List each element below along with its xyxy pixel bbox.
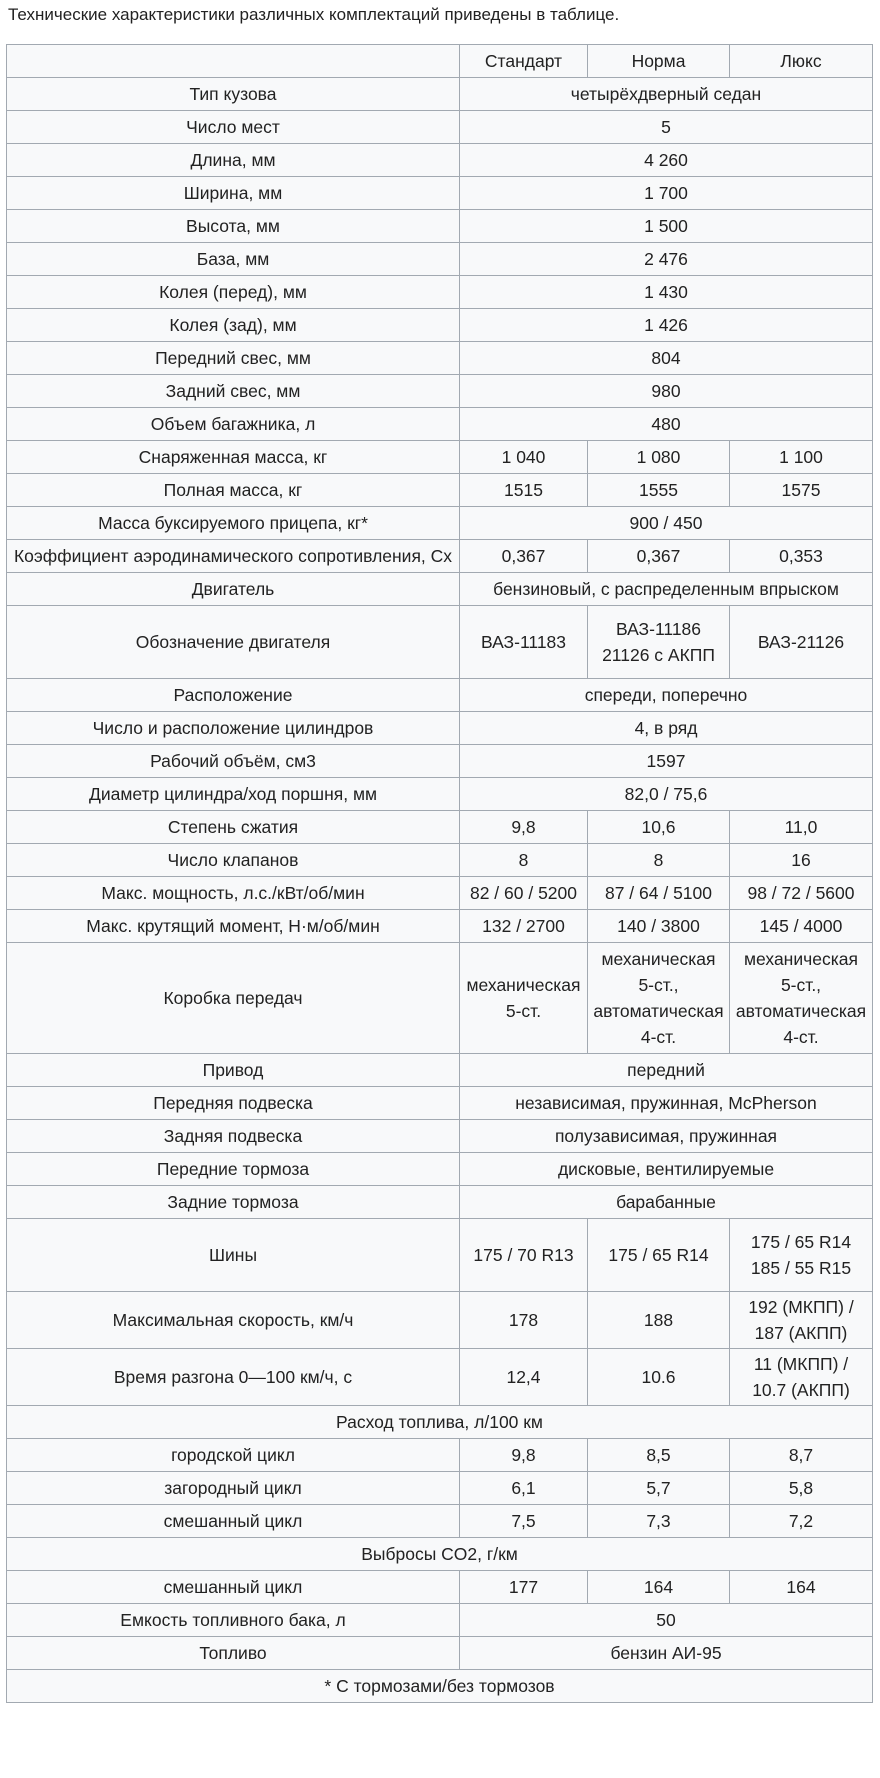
- section-label: Выбросы CO2, г/км: [7, 1538, 873, 1571]
- row-value-cell: 0,367: [588, 540, 730, 573]
- row-label: Степень сжатия: [7, 811, 460, 844]
- row-value-cell: 7,2: [730, 1505, 873, 1538]
- row-value-shared: передний: [460, 1054, 873, 1087]
- row-label: Емкость топливного бака, л: [7, 1604, 460, 1637]
- row-value-cell: 6,1: [460, 1472, 588, 1505]
- row-label: Передние тормоза: [7, 1153, 460, 1186]
- cell-line: 192 (МКПП) /: [748, 1297, 854, 1317]
- table-row: [7, 877, 873, 910]
- row-value-cell: 10,6: [588, 811, 730, 844]
- table-row: [7, 375, 873, 408]
- row-value-shared: 1 500: [460, 210, 873, 243]
- table-section-row: [7, 1538, 873, 1571]
- table-row: [7, 1186, 873, 1219]
- row-label: Максимальная скорость, км/ч: [7, 1292, 460, 1349]
- row-value-shared: полузависимая, пружинная: [460, 1120, 873, 1153]
- table-row: [7, 1087, 873, 1120]
- row-label: Передний свес, мм: [7, 342, 460, 375]
- row-value-shared: 480: [460, 408, 873, 441]
- cell-line: 10.6: [641, 1367, 676, 1387]
- cell-line: 175 / 65 R14: [750, 1232, 852, 1252]
- row-label: Снаряженная масса, кг: [7, 441, 460, 474]
- row-label: Задние тормоза: [7, 1186, 460, 1219]
- cell-line: 185 / 55 R15: [750, 1258, 852, 1278]
- row-label: Двигатель: [7, 573, 460, 606]
- table-row: [7, 111, 873, 144]
- row-value-cell: [588, 606, 730, 679]
- table-row: [7, 177, 873, 210]
- row-label: городской цикл: [7, 1439, 460, 1472]
- row-label: Длина, мм: [7, 144, 460, 177]
- header-cell-standard: Стандарт: [460, 45, 588, 78]
- row-value-shared: 4 260: [460, 144, 873, 177]
- row-value-shared: 980: [460, 375, 873, 408]
- table-row: [7, 507, 873, 540]
- row-value-shared: дисковые, вентилируемые: [460, 1153, 873, 1186]
- row-label: Задний свес, мм: [7, 375, 460, 408]
- row-value-cell: 7,5: [460, 1505, 588, 1538]
- table-row: [7, 1439, 873, 1472]
- row-label: Число и расположение цилиндров: [7, 712, 460, 745]
- cell-line: 12,4: [506, 1367, 541, 1387]
- row-value-cell: [730, 943, 873, 1054]
- row-label: Привод: [7, 1054, 460, 1087]
- table-section-row: [7, 1406, 873, 1439]
- row-label: Масса буксируемого прицепа, кг*: [7, 507, 460, 540]
- row-label: Число клапанов: [7, 844, 460, 877]
- row-value-shared: 1 700: [460, 177, 873, 210]
- row-value-cell: [588, 943, 730, 1054]
- cell-line: автоматическая: [735, 1001, 867, 1021]
- table-row: [7, 1349, 873, 1406]
- table-row: [7, 811, 873, 844]
- row-value-shared: 1 430: [460, 276, 873, 309]
- section-label: * С тормозами/без тормозов: [7, 1670, 873, 1703]
- row-label: Шины: [7, 1219, 460, 1292]
- row-value-cell: 1575: [730, 474, 873, 507]
- cell-line: механическая: [466, 975, 581, 995]
- row-label: Коробка передач: [7, 943, 460, 1054]
- cell-line: 187 (АКПП): [754, 1323, 848, 1343]
- cell-line: автоматическая: [593, 1001, 724, 1021]
- row-value-cell: 0,353: [730, 540, 873, 573]
- table-row: [7, 1505, 873, 1538]
- table-row: [7, 1292, 873, 1349]
- cell-line: 188: [643, 1310, 674, 1330]
- row-value-cell: 140 / 3800: [588, 910, 730, 943]
- row-value-shared: бензин АИ-95: [460, 1637, 873, 1670]
- table-section-row: [7, 1670, 873, 1703]
- table-row: [7, 573, 873, 606]
- row-label: Передняя подвеска: [7, 1087, 460, 1120]
- row-value-cell: 5,8: [730, 1472, 873, 1505]
- row-value-shared: четырёхдверный седан: [460, 78, 873, 111]
- header-cell-norma: Норма: [588, 45, 730, 78]
- cell-line: ВАЗ-11186: [615, 619, 702, 639]
- intro-text: Технические характеристики различных комплектаций приведены в таблице.: [8, 5, 620, 24]
- row-label: смешанный цикл: [7, 1571, 460, 1604]
- row-value-cell: 5,7: [588, 1472, 730, 1505]
- row-value-cell: 9,8: [460, 1439, 588, 1472]
- row-value-cell: 1555: [588, 474, 730, 507]
- row-value-cell: 164: [588, 1571, 730, 1604]
- table-row: [7, 1054, 873, 1087]
- row-value-cell: [460, 606, 588, 679]
- row-value-cell: 11,0: [730, 811, 873, 844]
- row-value-cell: 16: [730, 844, 873, 877]
- row-label: Тип кузова: [7, 78, 460, 111]
- row-label: смешанный цикл: [7, 1505, 460, 1538]
- row-label: загородный цикл: [7, 1472, 460, 1505]
- table-row: [7, 243, 873, 276]
- table-row: [7, 1219, 873, 1292]
- table-row: [7, 778, 873, 811]
- table-row: [7, 1472, 873, 1505]
- row-label: Объем багажника, л: [7, 408, 460, 441]
- row-label: Макс. крутящий момент, Н·м/об/мин: [7, 910, 460, 943]
- table-row: [7, 78, 873, 111]
- row-value-cell: 1 100: [730, 441, 873, 474]
- row-value-cell: 1515: [460, 474, 588, 507]
- row-value-shared: спереди, поперечно: [460, 679, 873, 712]
- cell-line: 5-ст.,: [638, 975, 679, 995]
- row-label: Обозначение двигателя: [7, 606, 460, 679]
- row-value-cell: 9,8: [460, 811, 588, 844]
- cell-line: 11 (МКПП) /: [753, 1354, 849, 1374]
- cell-line: 5-ст.,: [780, 975, 822, 995]
- table-row: [7, 210, 873, 243]
- header-cell-lux: Люкс: [730, 45, 873, 78]
- row-value-shared: 4, в ряд: [460, 712, 873, 745]
- row-value-cell: [460, 1292, 588, 1349]
- table-row: [7, 474, 873, 507]
- row-value-cell: 164: [730, 1571, 873, 1604]
- row-label: Колея (зад), мм: [7, 309, 460, 342]
- row-value-cell: 8,7: [730, 1439, 873, 1472]
- row-value-shared: бензиновый, с распределенным впрыском: [460, 573, 873, 606]
- table-row: [7, 309, 873, 342]
- row-value-shared: 1597: [460, 745, 873, 778]
- table-row: [7, 910, 873, 943]
- row-value-shared: 82,0 / 75,6: [460, 778, 873, 811]
- cell-line: механическая: [744, 949, 858, 969]
- table-row: [7, 712, 873, 745]
- row-value-cell: [588, 1292, 730, 1349]
- table-row: [7, 408, 873, 441]
- row-value-shared: 1 426: [460, 309, 873, 342]
- table-row: [7, 844, 873, 877]
- row-value-shared: 900 / 450: [460, 507, 873, 540]
- row-value-cell: [460, 1219, 588, 1292]
- table-row: [7, 1153, 873, 1186]
- row-value-cell: 87 / 64 / 5100: [588, 877, 730, 910]
- row-label: Время разгона 0—100 км/ч, с: [7, 1349, 460, 1406]
- row-label: База, мм: [7, 243, 460, 276]
- table-row: [7, 679, 873, 712]
- row-value-cell: 177: [460, 1571, 588, 1604]
- row-value-shared: 804: [460, 342, 873, 375]
- row-value-cell: [730, 606, 873, 679]
- row-label: Макс. мощность, л.с./кВт/об/мин: [7, 877, 460, 910]
- row-value-cell: 7,3: [588, 1505, 730, 1538]
- cell-line: 10.7 (АКПП): [752, 1380, 850, 1400]
- row-value-cell: 8,5: [588, 1439, 730, 1472]
- row-value-cell: 145 / 4000: [730, 910, 873, 943]
- row-value-cell: [588, 1219, 730, 1292]
- row-value-shared: барабанные: [460, 1186, 873, 1219]
- row-value-cell: 82 / 60 / 5200: [460, 877, 588, 910]
- row-value-cell: 98 / 72 / 5600: [730, 877, 873, 910]
- row-value-cell: [730, 1292, 873, 1349]
- row-value-cell: 1 080: [588, 441, 730, 474]
- row-value-cell: 132 / 2700: [460, 910, 588, 943]
- table-row: [7, 1571, 873, 1604]
- table-row: [7, 441, 873, 474]
- row-value-cell: [588, 1349, 730, 1406]
- row-label: Высота, мм: [7, 210, 460, 243]
- table-row: [7, 342, 873, 375]
- table-row: [7, 1120, 873, 1153]
- table-row: [7, 943, 873, 1054]
- table-header-row: [7, 45, 873, 78]
- row-label: Диаметр цилиндра/ход поршня, мм: [7, 778, 460, 811]
- cell-line: ВАЗ-21126: [757, 632, 845, 652]
- row-value-shared: 2 476: [460, 243, 873, 276]
- row-value-cell: 8: [460, 844, 588, 877]
- cell-line: 4-ст.: [783, 1027, 819, 1047]
- cell-line: 175 / 70 R13: [473, 1245, 574, 1265]
- row-label: Расположение: [7, 679, 460, 712]
- specifications-table: [6, 44, 873, 1703]
- row-value-shared: 50: [460, 1604, 873, 1637]
- header-cell-empty: [7, 45, 460, 78]
- row-label: Число мест: [7, 111, 460, 144]
- table-row: [7, 144, 873, 177]
- cell-line: 4-ст.: [640, 1027, 677, 1047]
- table-row: [7, 1637, 873, 1670]
- row-value-cell: [460, 943, 588, 1054]
- cell-line: 5-ст.: [505, 1001, 542, 1021]
- cell-line: ВАЗ-11183: [480, 632, 567, 652]
- row-label: Топливо: [7, 1637, 460, 1670]
- row-value-cell: 1 040: [460, 441, 588, 474]
- section-label: Расход топлива, л/100 км: [7, 1406, 873, 1439]
- cell-line: 21126 с АКПП: [602, 645, 715, 665]
- row-label: Задняя подвеска: [7, 1120, 460, 1153]
- row-label: Коэффициент аэродинамического сопротивления, Cx: [7, 540, 460, 573]
- cell-line: механическая: [601, 949, 716, 969]
- row-value-cell: [730, 1349, 873, 1406]
- cell-line: 178: [508, 1310, 539, 1330]
- row-label: Ширина, мм: [7, 177, 460, 210]
- row-value-cell: 8: [588, 844, 730, 877]
- table-row: [7, 745, 873, 778]
- specifications-table-body: [7, 45, 873, 1703]
- row-value-cell: [460, 1349, 588, 1406]
- table-row: [7, 540, 873, 573]
- row-label: Колея (перед), мм: [7, 276, 460, 309]
- row-value-shared: независимая, пружинная, McPherson: [460, 1087, 873, 1120]
- row-value-cell: [730, 1219, 873, 1292]
- row-label: Полная масса, кг: [7, 474, 460, 507]
- table-row: [7, 1604, 873, 1637]
- cell-line: 175 / 65 R14: [608, 1245, 709, 1265]
- row-value-shared: 5: [460, 111, 873, 144]
- table-row: [7, 276, 873, 309]
- row-label: Рабочий объём, см3: [7, 745, 460, 778]
- row-value-cell: 0,367: [460, 540, 588, 573]
- table-row: [7, 606, 873, 679]
